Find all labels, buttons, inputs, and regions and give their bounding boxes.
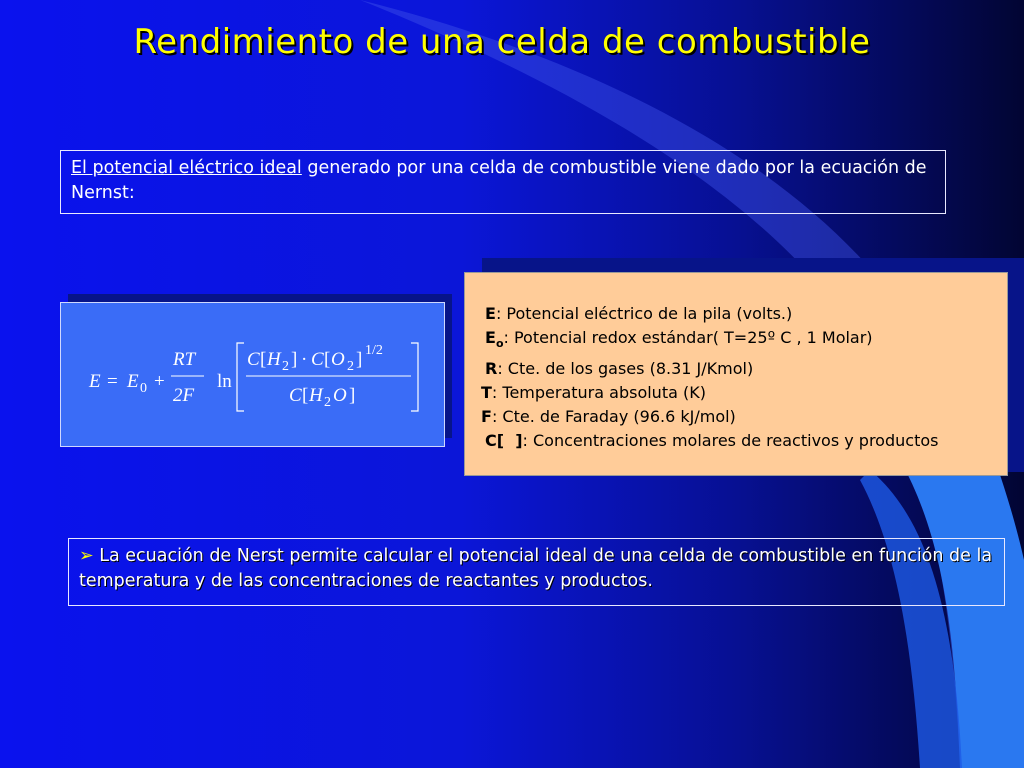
legend-text: : Concentraciones molares de reactivos y productos [522,431,939,451]
eq-ln: ln [217,371,232,392]
eq-right-bracket [411,343,418,411]
eq-num-open1: [ [260,349,267,370]
intro-text: generado por una celda de combustible viene dado por la ecuación de Nernst: [71,158,927,203]
eq-num-c2: C [311,349,324,370]
legend-item-e [465,302,1007,326]
eq-num-h: H [267,349,281,370]
legend-symbol-sub: o [495,337,504,351]
nernst-equation [61,303,444,446]
eq-lhs: E [89,371,101,392]
legend-item-r [465,357,1007,381]
legend-symbol: E [485,304,496,323]
legend-symbol: E [485,328,496,348]
eq-e0-sub: 0 [140,381,147,396]
note-textbox [68,538,1005,606]
legend-symbol: F [481,407,492,426]
eq-left-bracket [237,343,244,411]
slide-title: Rendimiento de una celda de combustible [133,22,871,62]
nernst-equation-box [60,302,445,447]
legend-text: : Cte. de Faraday (96.6 kJ/mol) [491,407,736,426]
legend-symbol: C[ ] [485,431,523,451]
legend-text: : Cte. de los gases (8.31 J/Kmol) [497,358,754,378]
legend-item-t [465,381,1007,405]
legend-item-e0 [465,326,1007,356]
legend-text: : Temperatura absoluta (K) [491,382,706,402]
bullet-arrow-icon: ➢ [79,546,94,566]
eq-num-o: O [331,349,345,370]
eq-den-open: [ [302,385,309,406]
eq-num-o-sub: 2 [347,359,354,374]
eq-num-close2: ] [356,349,363,370]
legend-symbol: T [481,382,492,402]
eq-den-h-sub: 2 [324,395,331,410]
eq-den-c: C [289,385,302,406]
variables-legend-box [464,272,1008,476]
eq-frac-num: RT [173,349,196,370]
eq-num-open2: [ [324,349,331,370]
eq-den-h: H [309,385,323,406]
eq-den-close: ] [349,385,356,406]
intro-underlined-text: El potencial eléctrico ideal [71,158,302,178]
eq-num-c1: C [247,349,260,370]
eq-num-exp: 1/2 [365,343,383,358]
eq-num-dot: · [301,349,308,370]
eq-plus: + [154,371,165,392]
intro-textbox [60,150,946,214]
legend-symbol: R [485,358,498,378]
eq-equals: = [107,371,118,392]
eq-den-o: O [333,385,347,406]
legend-text: : Potencial eléctrico de la pila (volts.) [495,304,793,323]
eq-frac-den: 2F [173,385,195,406]
legend-item-f [465,405,1007,429]
eq-num-close1: ] [291,349,298,370]
legend-text: : Potencial redox estándar( T=25º C , 1 Molar) [503,328,873,348]
eq-e0: E [127,371,139,392]
legend-item-c [465,429,1007,453]
eq-num-h-sub: 2 [282,359,289,374]
note-text: La ecuación de Nerst permite calcular el potencial ideal de una celda de combustible en función de la temperatura y de las concentraciones de reactantes y productos. [79,546,993,591]
